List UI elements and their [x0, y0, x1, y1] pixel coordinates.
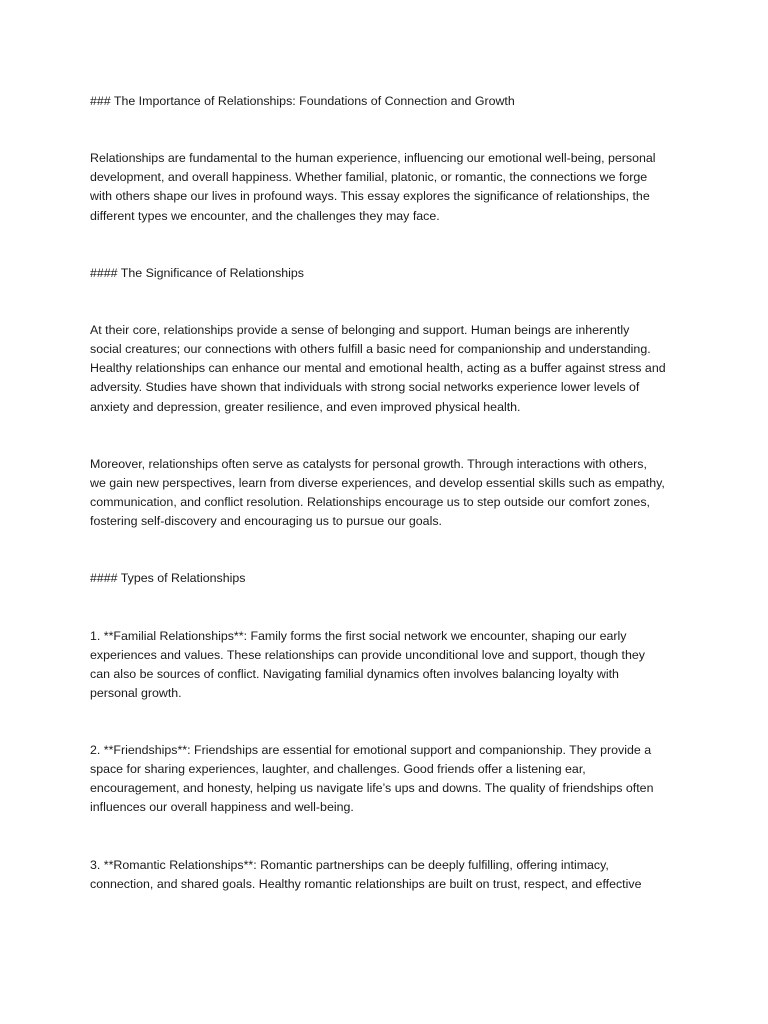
paragraph-line: social creatures; our connections with others fulfill a basic need for companionship and understanding. [90, 342, 651, 357]
paragraph-line: communication, and conflict resolution. Relationships encourage us to step outside our comfort zones, [90, 494, 650, 509]
paragraph-line: can also be sources of conflict. Navigating familial dynamics often involves balancing loyalty with [90, 666, 619, 681]
significance-paragraph-2 [90, 455, 690, 531]
paragraph-line: development, and overall happiness. Whether familial, platonic, or romantic, the connections we forge [90, 170, 648, 185]
paragraph-line: experiences and values. These relationships can provide unconditional love and support, though they [90, 647, 645, 662]
paragraph-line: 2. **Friendships**: Friendships are essential for emotional support and companionship. They provide a [90, 743, 652, 758]
paragraph-line: Relationships are fundamental to the human experience, influencing our emotional well-being, personal [90, 151, 656, 166]
paragraph-line: 1. **Familial Relationships**: Family forms the first social network we encounter, shaping our early [90, 628, 627, 643]
paragraph-line: Moreover, relationships often serve as catalysts for personal growth. Through interactions with others, [90, 456, 647, 471]
paragraph-line: connection, and shared goals. Healthy romantic relationships are built on trust, respect, and effective [90, 876, 642, 891]
document-page [90, 92, 690, 894]
paragraph-line: influences our overall happiness and well-being. [90, 800, 354, 815]
paragraph-line: different types we encounter, and the challenges they may face. [90, 208, 440, 223]
section-heading-significance [90, 264, 690, 283]
significance-paragraph-1 [90, 321, 690, 416]
paragraph-line: with others shape our lives in profound ways. This essay explores the significance of relationships, the [90, 189, 650, 204]
paragraph-line: 3. **Romantic Relationships**: Romantic partnerships can be deeply fulfilling, offering intimacy, [90, 857, 609, 872]
paragraph-line: fostering self-discovery and encouraging us to pursue our goals. [90, 514, 442, 529]
document-title [90, 92, 690, 111]
paragraph-line: personal growth. [90, 685, 182, 700]
title-line: ### The Importance of Relationships: Foundations of Connection and Growth [90, 94, 515, 108]
intro-paragraph [90, 149, 690, 225]
paragraph-line: At their core, relationships provide a sense of belonging and support. Human beings are inherently [90, 323, 630, 338]
paragraph-line: space for sharing experiences, laughter, and challenges. Good friends offer a listening ear, [90, 762, 586, 777]
paragraph-line: we gain new perspectives, learn from diverse experiences, and develop essential skills such as empathy, [90, 475, 665, 490]
types-friendships-paragraph [90, 741, 690, 817]
types-romantic-paragraph [90, 856, 690, 894]
heading-line: #### Types of Relationships [90, 571, 246, 586]
paragraph-line: adversity. Studies have shown that individuals with strong social networks experience lower levels of [90, 380, 640, 395]
paragraph-line: anxiety and depression, greater resilience, and even improved physical health. [90, 399, 521, 414]
types-familial-paragraph [90, 627, 690, 703]
heading-line: #### The Significance of Relationships [90, 265, 304, 280]
section-heading-types [90, 569, 690, 588]
paragraph-line: Healthy relationships can enhance our mental and emotional health, acting as a buffer against stress and [90, 361, 666, 376]
paragraph-line: encouragement, and honesty, helping us navigate life’s ups and downs. The quality of friendships often [90, 781, 654, 796]
